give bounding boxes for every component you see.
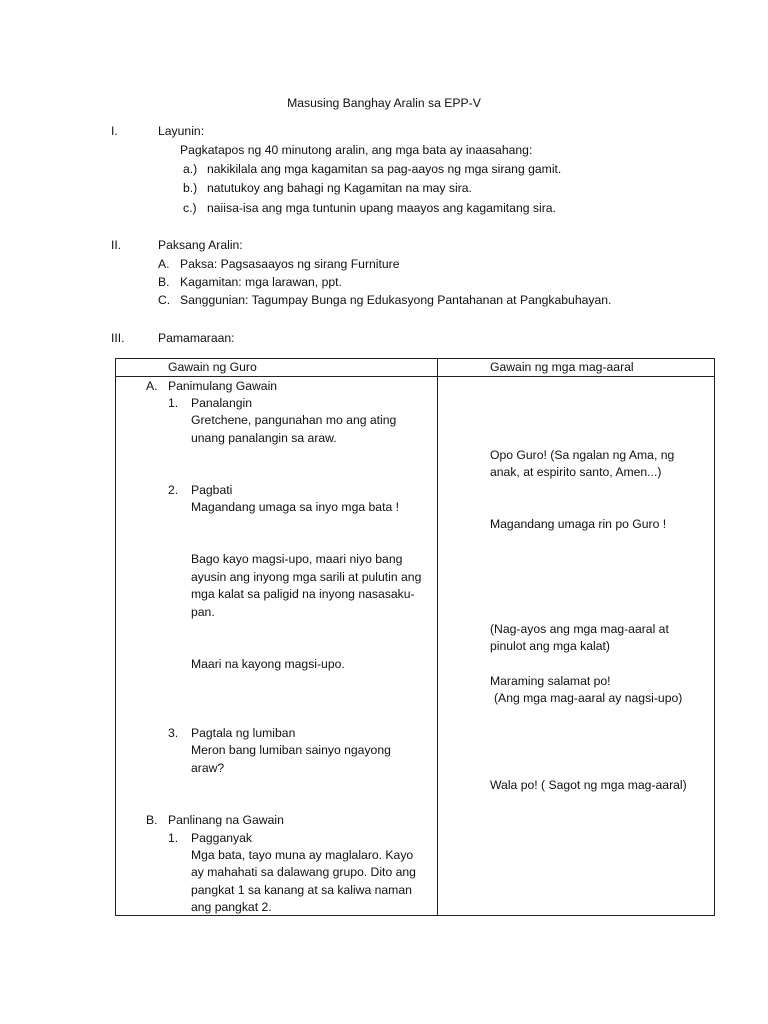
- teacher-line: Maari na kayong magsi-upo.: [191, 657, 345, 671]
- student-line: (Nag-ayos ang mga mag-aaral at: [490, 622, 669, 636]
- document-title: Masusing Banghay Aralin sa EPP-V: [287, 96, 481, 110]
- student-line: Magandang umaga rin po Guro !: [490, 517, 667, 531]
- step-marker: 2.: [168, 483, 179, 497]
- student-line: Maraming salamat po!: [490, 674, 611, 688]
- teacher-line: Gretchene, pangunahan mo ang ating: [191, 413, 397, 427]
- student-line: anak, at espirito santo, Amen...): [490, 465, 662, 479]
- teacher-line: Mga bata, tayo muna ay maglalaro. Kayo: [191, 848, 414, 862]
- teacher-line: araw?: [191, 761, 225, 775]
- teacher-line: ang pangkat 2.: [191, 900, 272, 914]
- teacher-line: mga kalat sa paligid na inyong nasasaku-: [191, 587, 415, 601]
- part-b-marker: B.: [146, 813, 158, 827]
- step-marker: 1.: [168, 831, 179, 845]
- materials-marker: B.: [158, 275, 170, 289]
- objective-text: naiisa-isa ang mga tuntunin upang maayos ang kagamitang sira.: [207, 201, 556, 215]
- teacher-line: pangkat 1 sa kanang at sa kaliwa naman: [191, 883, 412, 897]
- reference-text: Sanggunian: Tagumpay Bunga ng Edukasyong Pantahanan at Pangkabuhayan.: [180, 293, 612, 307]
- part-b-heading: Panlinang na Gawain: [168, 813, 284, 827]
- teacher-line: Bago kayo magsi-upo, maari niyo bang: [191, 552, 403, 566]
- student-line: Wala po! ( Sagot ng mga mag-aaral): [490, 778, 687, 792]
- materials-text: Kagamitan: mga larawan, ppt.: [180, 275, 342, 289]
- objective-marker: c.): [183, 201, 197, 215]
- step-heading: Pagganyak: [191, 831, 252, 845]
- section-1-intro: Pagkatapos ng 40 minutong aralin, ang mga bata ay inaasahang:: [180, 143, 533, 157]
- teacher-line: Meron bang lumiban sainyo ngayong: [191, 743, 391, 757]
- step-marker: 1.: [168, 396, 179, 410]
- part-a-heading: Panimulang Gawain: [168, 379, 278, 393]
- teacher-line: pan.: [191, 605, 215, 619]
- student-line: Opo Guro! (Sa ngalan ng Ama, ng: [490, 448, 675, 462]
- teacher-line: ay mahahati sa dalawang grupo. Dito ang: [191, 865, 416, 879]
- topic-marker: A.: [158, 257, 170, 271]
- section-1-heading: Layunin:: [158, 124, 205, 138]
- section-1-numeral: I.: [111, 124, 118, 138]
- teacher-activity-cell: [116, 377, 438, 916]
- teacher-column-header-cell: [116, 359, 438, 377]
- step-heading: Pagtala ng lumiban: [191, 726, 296, 740]
- student-column-header: Gawain ng mga mag-aaral: [490, 360, 634, 374]
- objective-marker: a.): [183, 162, 198, 176]
- step-heading: Panalangin: [191, 396, 252, 410]
- step-marker: 3.: [168, 726, 179, 740]
- section-3-heading: Pamamaraan:: [158, 331, 235, 345]
- section-3-numeral: III.: [111, 331, 125, 345]
- reference-marker: C.: [158, 293, 171, 307]
- objective-marker: b.): [183, 181, 198, 195]
- objective-text: nakikilala ang mga kagamitan sa pag-aayos ng mga sirang gamit.: [207, 162, 562, 176]
- teacher-line: Magandang umaga sa inyo mga bata !: [191, 500, 400, 514]
- student-line: (Ang mga mag-aaral ay nagsi-upo): [494, 691, 683, 705]
- teacher-line: ayusin ang inyong mga sarili at pulutin ang: [191, 570, 422, 584]
- student-line: pinulot ang mga kalat): [490, 639, 610, 653]
- topic-text: Paksa: Pagsasaayos ng sirang Furniture: [180, 257, 400, 271]
- section-2-numeral: II.: [111, 238, 122, 252]
- objective-text: natutukoy ang bahagi ng Kagamitan na may sira.: [207, 181, 472, 195]
- section-2-heading: Paksang Aralin:: [158, 238, 243, 252]
- step-heading: Pagbati: [191, 483, 233, 497]
- teacher-column-header: Gawain ng Guro: [168, 360, 257, 374]
- teacher-line: unang panalangin sa araw.: [191, 431, 337, 445]
- part-a-marker: A.: [146, 379, 158, 393]
